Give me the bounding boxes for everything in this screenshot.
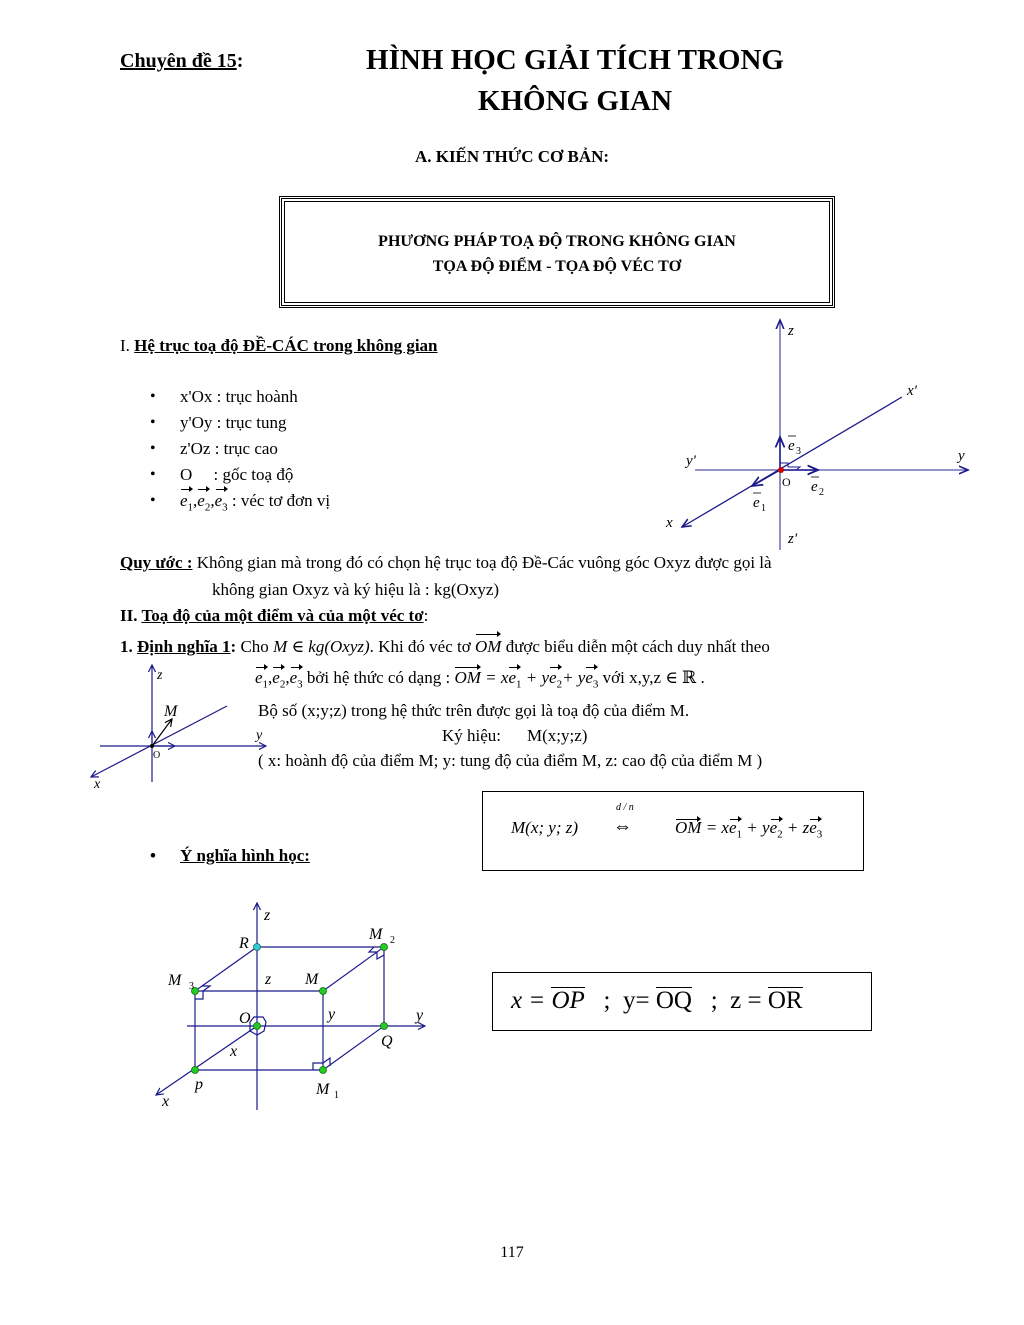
z-segment-label: z (265, 971, 272, 988)
origin-point (150, 744, 154, 748)
y-axis-label: y (416, 1007, 424, 1024)
section-2-heading (120, 604, 428, 628)
M-label: M (305, 971, 319, 988)
box-diagram (150, 895, 440, 1115)
x-label: x (666, 515, 673, 531)
definition-text: Bộ số (x;y;z) trong hệ thức trên được gọi là toạ độ của điểm M. (258, 701, 690, 720)
definition-text: bởi hệ thức có dạng : (306, 668, 455, 687)
segment-OQ: OQ (655, 987, 692, 1014)
list-item (150, 436, 330, 462)
point-M1 (320, 1067, 327, 1074)
unit-vectors: $e_1,e_2,e_3$ (180, 491, 228, 510)
y-equals: ; y= (584, 987, 656, 1014)
definition-text: được biểu diễn một cách duy nhất theo (501, 637, 770, 656)
topic-box (279, 196, 835, 308)
chapter-number: Chuyên đề 15 (120, 50, 237, 72)
segment-OP: OP (551, 987, 585, 1014)
e3-label (788, 436, 801, 457)
y-segment-label: y (328, 1006, 336, 1023)
bullet-symbol: O (180, 465, 193, 484)
point-P (192, 1067, 199, 1074)
title-line-2: KHÔNG GIAN (477, 85, 673, 117)
definition-text: với x,y,z ∈ ℝ . (598, 668, 705, 687)
z-axis-label: z (264, 907, 271, 924)
axes-diagram (650, 315, 980, 555)
svg-text:e: e (811, 479, 818, 495)
section-1-title: Hệ trục toạ độ ĐỀ-CÁC trong không gian (134, 336, 438, 355)
bullet-text: : trục hoành (212, 387, 298, 406)
notation-label: Ký hiệu: (442, 726, 502, 745)
title-line-1: HÌNH HỌC GIẢI TÍCH TRONG (366, 44, 784, 76)
y-prime-label: y' (686, 453, 696, 469)
z-equals: ; z = (691, 987, 768, 1014)
M1-subscript: 1 (334, 1090, 339, 1101)
convention-text-2: không gian Oxyz và ký hiệu là : kg(Oxyz) (212, 580, 500, 599)
point-notation: M(x; y; z) (511, 818, 579, 837)
point-M2 (381, 944, 388, 951)
convention (120, 551, 772, 575)
om-vector (152, 719, 172, 746)
point-Q (381, 1023, 388, 1030)
definition-label: Định nghĩa 1 (137, 637, 231, 656)
notation-value: M(x;y;z) (527, 726, 588, 745)
M2-label: M (369, 926, 383, 943)
O-label: O (239, 1010, 251, 1027)
equivalence-arrow: ⇔ (613, 816, 632, 837)
list-item (150, 384, 330, 410)
M3-subscript: 3 (189, 981, 194, 992)
right-angle-mark (377, 952, 384, 959)
e1-label (753, 493, 766, 514)
equivalence-formula-box (482, 791, 864, 871)
x-axis (156, 1026, 257, 1095)
svg-text:1: 1 (761, 503, 766, 514)
axes-list (150, 384, 330, 514)
by-definition-label: d / n (616, 802, 634, 813)
page-number: 117 (500, 1244, 524, 1261)
svg-text:e: e (788, 438, 795, 454)
bullet-symbol: y'Oy (180, 413, 213, 432)
x-axis (91, 706, 227, 777)
bullet-text: : gốc toạ độ (192, 465, 294, 484)
bullet-text: : véc tơ đơn vị (227, 491, 331, 510)
svg-text:3: 3 (796, 446, 801, 457)
bullet-text: : trục tung (212, 413, 287, 432)
section-2-prefix: II. (120, 606, 142, 625)
origin-label: O (782, 475, 791, 489)
edge-M-M2 (323, 947, 384, 991)
svg-text:e: e (753, 495, 760, 511)
section-a-heading: A. KIẾN THỨC CƠ BẢN: (414, 147, 610, 166)
svg-text:2: 2 (819, 487, 824, 498)
point-R (254, 944, 261, 951)
list-item (150, 488, 330, 514)
edge-M1-Q (323, 1026, 384, 1070)
z-prime-label: z' (788, 531, 798, 547)
z-label: z (157, 668, 163, 683)
definition-text: . Khi đó véc tơ (369, 637, 475, 656)
edge-R-M3 (195, 947, 257, 991)
coordinate-formula (511, 987, 803, 1015)
convention-label: Quy ước : (120, 553, 193, 572)
R-label: R (239, 935, 249, 952)
e2-label (811, 477, 824, 498)
origin-point (778, 467, 784, 473)
bullet-symbol: x'Ox (180, 387, 213, 406)
z-label: z (788, 323, 794, 339)
coordinate-meaning-box (492, 972, 872, 1031)
notation (442, 724, 587, 748)
point-M (320, 988, 327, 995)
chapter-label (120, 50, 243, 73)
list-item (150, 410, 330, 436)
section-2-suffix: : (423, 606, 429, 625)
y-label: y (958, 448, 965, 464)
definition-text: Cho (236, 637, 274, 656)
geometric-meaning-heading: • Ý nghĩa hình học: (150, 846, 310, 865)
definition-note: ( x: hoành độ của điểm M; y: tung độ của điểm M, z: cao độ của điểm M ) (258, 751, 763, 770)
chapter-colon: : (236, 50, 244, 72)
M2-subscript: 2 (390, 935, 395, 946)
x-axis (682, 397, 902, 527)
topic-line-2: TỌA ĐỘ ĐIỂM - TỌA ĐỘ VÉC TƠ (432, 258, 682, 275)
bullet-text: : trục cao (210, 439, 278, 458)
definition-number: 1. (120, 637, 137, 656)
segment-OR: OR (767, 987, 803, 1014)
M3-label: M (168, 972, 182, 989)
m-label: M (164, 703, 178, 720)
section-1-heading (120, 336, 438, 356)
convention-text-1: Không gian mà trong đó có chọn hệ trục toạ độ Đề-Các vuông góc Oxyz được gọi là (192, 553, 772, 572)
geometric-meaning-label: Ý nghĩa hình học: (180, 846, 310, 865)
topic-line-1: PHƯƠNG PHÁP TOẠ ĐỘ TRONG KHÔNG GIAN (378, 233, 736, 250)
origin-label: O (153, 750, 161, 761)
section-1-prefix: I. (120, 336, 135, 355)
definition-colon: : (230, 637, 237, 656)
decomposition-formula: OM = $xe_1 + ye_2 + ze_3$ (675, 818, 823, 841)
decomposition-formula: OM = $xe_1 + ye_2+ ye_3$ (454, 668, 598, 687)
right-angle-mark (369, 947, 377, 952)
x-prime-label: x' (907, 383, 917, 399)
point-O (254, 1023, 261, 1030)
P-label: p (195, 1076, 203, 1093)
Q-label: Q (381, 1033, 393, 1050)
unit-vectors: $e_1,e_2,e_3$ (255, 668, 303, 687)
e1-vector (752, 470, 780, 486)
definition-1 (120, 633, 770, 659)
section-2-title: Toạ độ của một điểm và của một véc tơ (141, 606, 424, 625)
math-membership: M ∈ kg(Oxyz) (273, 637, 370, 656)
x-equals: x = (511, 987, 552, 1014)
right-angle-mark (323, 1058, 330, 1066)
x-label: x (94, 777, 101, 792)
definition-formula-line (255, 666, 705, 696)
bullet-symbol: z'Oz (180, 439, 211, 458)
page-title (300, 40, 850, 122)
M1-label: M (316, 1081, 330, 1098)
list-item (150, 462, 330, 488)
x-segment-label: x (230, 1043, 238, 1060)
point-diagram (80, 660, 270, 795)
y-label: y (256, 728, 263, 743)
x-axis-label: x (162, 1093, 170, 1110)
right-angle-mark (202, 986, 210, 991)
vector-OM: OM (475, 633, 501, 659)
